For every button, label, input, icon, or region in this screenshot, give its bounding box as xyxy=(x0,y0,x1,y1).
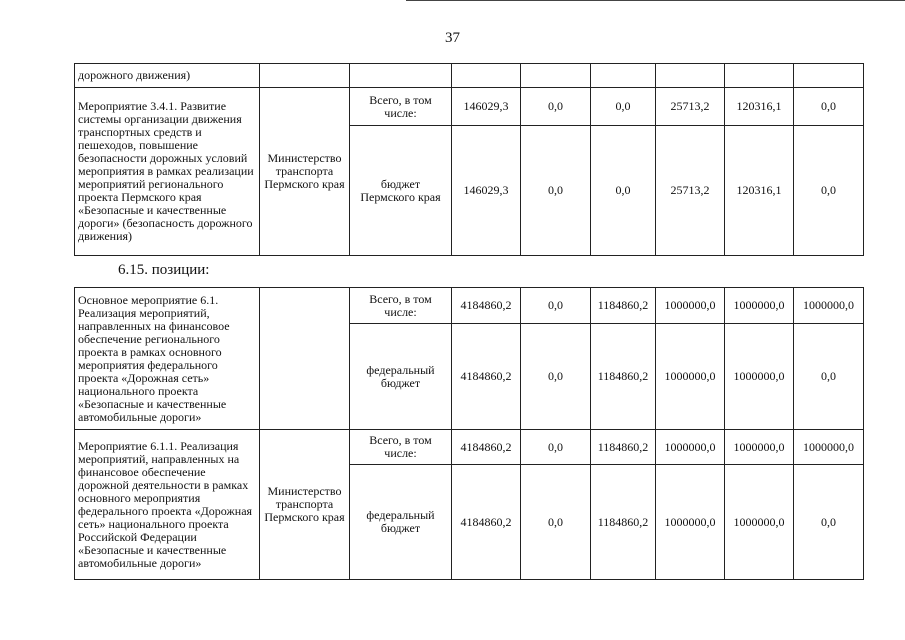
value-cell: 4184860,2 xyxy=(452,430,521,465)
funding-source: Всего, в том числе: xyxy=(350,430,452,465)
value-cell: 0,0 xyxy=(591,88,656,126)
value-cell: 0,0 xyxy=(521,288,591,324)
funding-source xyxy=(350,64,452,88)
value-cell xyxy=(521,64,591,88)
value-cell: 1000000,0 xyxy=(656,465,725,580)
value-cell: 120316,1 xyxy=(725,88,794,126)
responsible-executor: Министерство транспорта Пермского края xyxy=(260,430,350,580)
value-cell xyxy=(452,64,521,88)
funding-source: Всего, в том числе: xyxy=(350,88,452,126)
value-cell: 1000000,0 xyxy=(656,324,725,430)
top-edge-line xyxy=(406,0,905,1)
value-cell: 0,0 xyxy=(521,465,591,580)
responsible-executor xyxy=(260,64,350,88)
value-cell: 120316,1 xyxy=(725,126,794,256)
value-cell: 1184860,2 xyxy=(591,430,656,465)
value-cell: 1000000,0 xyxy=(794,430,864,465)
table-row xyxy=(75,64,864,88)
value-cell: 1184860,2 xyxy=(591,324,656,430)
value-cell: 1000000,0 xyxy=(725,288,794,324)
value-cell: 0,0 xyxy=(794,465,864,580)
activity-description: Мероприятие 6.1.1. Реализация мероприятий, направленных на финансовое обеспечение дорожной деятельности в рамках основного мероприятия федерального проекта «Дорожная сеть» национального проекта Российской Федерации «Безопасные и качественные автомобильные дороги» xyxy=(75,430,260,580)
value-cell: 0,0 xyxy=(591,126,656,256)
value-cell: 0,0 xyxy=(521,324,591,430)
value-cell: 1000000,0 xyxy=(725,324,794,430)
funding-source: бюджет Пермского края xyxy=(350,126,452,256)
value-cell: 4184860,2 xyxy=(452,324,521,430)
funding-source: Всего, в том числе: xyxy=(350,288,452,324)
value-cell: 146029,3 xyxy=(452,126,521,256)
value-cell: 4184860,2 xyxy=(452,465,521,580)
value-cell: 1184860,2 xyxy=(591,465,656,580)
value-cell: 0,0 xyxy=(521,88,591,126)
table-row xyxy=(75,88,864,126)
value-cell: 0,0 xyxy=(521,430,591,465)
value-cell: 1184860,2 xyxy=(591,288,656,324)
value-cell: 25713,2 xyxy=(656,88,725,126)
section-heading: 6.15. позиции: xyxy=(118,262,210,278)
value-cell xyxy=(725,64,794,88)
funding-source: федеральный бюджет xyxy=(350,324,452,430)
page-number: 37 xyxy=(445,30,460,46)
value-cell: 146029,3 xyxy=(452,88,521,126)
activity-description: Мероприятие 3.4.1. Развитие системы организации движения транспортных средств и пешеходов, повышение безопасности дорожных условий мероприятия в рамках реализации мероприятий регионального проекта Пермского края «Безопасные и качественные дороги» (безопасность дорожного движения) xyxy=(75,88,260,256)
value-cell: 0,0 xyxy=(794,88,864,126)
table-row xyxy=(75,288,864,324)
value-cell xyxy=(656,64,725,88)
value-cell xyxy=(591,64,656,88)
value-cell: 1000000,0 xyxy=(725,465,794,580)
value-cell: 1000000,0 xyxy=(725,430,794,465)
value-cell: 0,0 xyxy=(794,324,864,430)
budget-table-positions xyxy=(74,287,864,580)
activity-description: дорожного движения) xyxy=(75,64,260,88)
value-cell: 4184860,2 xyxy=(452,288,521,324)
responsible-executor: Министерство транспорта Пермского края xyxy=(260,88,350,256)
value-cell: 1000000,0 xyxy=(656,288,725,324)
budget-table-continuation xyxy=(74,63,864,256)
value-cell: 25713,2 xyxy=(656,126,725,256)
value-cell: 1000000,0 xyxy=(794,288,864,324)
value-cell: 1000000,0 xyxy=(656,430,725,465)
funding-source: федеральный бюджет xyxy=(350,465,452,580)
table-row xyxy=(75,430,864,465)
activity-description: Основное мероприятие 6.1. Реализация мероприятий, направленных на финансовое обеспечение регионального проекта в рамках основного мероприятия федерального проекта «Дорожная сеть» национального проекта «Безопасные и качественные автомобильные дороги» xyxy=(75,288,260,430)
value-cell xyxy=(794,64,864,88)
responsible-executor xyxy=(260,288,350,430)
value-cell: 0,0 xyxy=(521,126,591,256)
value-cell: 0,0 xyxy=(794,126,864,256)
